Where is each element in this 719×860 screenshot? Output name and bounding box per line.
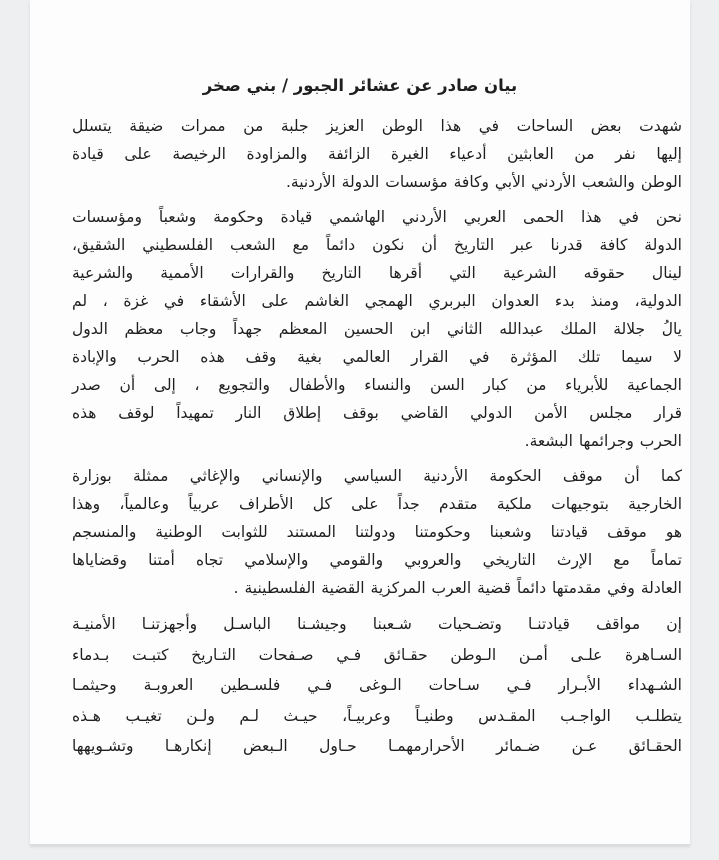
text-line: يالُ جلالة الملك عبدالله الثاني ابن الحسين المعظم جهداً وجاب معظم الدول	[72, 320, 682, 338]
text-line: الخارجية بتوجيهات ملكية متقدم جداً على كل الأطراف عربياً وعالمياً، وهذا	[72, 495, 682, 513]
text-line: شهدت بعض الساحات في هذا الوطن العزيز جلبة من ممرات ضيقة يتسلل	[72, 117, 682, 135]
text-line: الحقـائق عـن ضـمائر الأحرارمهمـا حـاول الـبعض إنكارهـا وتشـويهها	[72, 737, 682, 755]
document-body	[72, 112, 682, 762]
text-line: لا سيما تلك المؤثرة في القرار العالمي بغية وقف هذه الحرب والإبادة	[72, 348, 682, 366]
text-line: يتطلـب الواجـب المقـدس وطنيـاً وعربيـاً، حيـث لـم ولـن تغيـب هـذه	[72, 706, 682, 725]
text-line: السـاهرة علـى أمـن الـوطن حقـائق فـي صـفحات التـاريخ كتبـت بـدماء	[72, 645, 682, 664]
document-title: بيان صادر عن عشائر الجبور / بني صخر	[202, 76, 518, 95]
text-line: الشـهداء الأبـرار فـي سـاحات الـوغى فـي فلسـطين العروبـة وحيثمـا	[72, 676, 682, 694]
text-line: لينال حقوقه الشرعية التي أقرها التاريخ والقرارات الأممية والشرعية	[72, 264, 682, 282]
text-line: تماماً مع الإرث التاريخي والعروبي والقومي والإسلامي تجاه أمتنا وقضاياها	[72, 551, 682, 569]
text-line: العادلة وفي مقدمتها دائماً قضية العرب المركزية القضية الفلسطينية .	[233, 579, 682, 597]
paragraph	[72, 462, 682, 602]
text-line: كما أن موقف الحكومة الأردنية السياسي والإنساني والإغاثي ممثلة بوزارة	[72, 467, 682, 485]
paragraph	[72, 112, 682, 196]
text-line: نحن في هذا الحمى العربي الأردني الهاشمي قيادة وحكومة وشعباً ومؤسسات	[72, 208, 682, 226]
paragraph	[72, 203, 682, 455]
text-line: قرار مجلس الأمن الدولي القاضي بوقف إطلاق النار تمهيداً لوقف هذه	[72, 404, 682, 422]
text-line: الدولية، ومنذ بدء العدوان البربري الهمجي الغاشم على الأشقاء في غزة ، لم	[72, 292, 682, 310]
text-line: الحرب وجرائمها البشعة.	[524, 432, 682, 450]
text-line: إن مواقف قيادتنـا وتضـحيات شـعبنا وجيشـنا الباسـل وأجهزتنـا الأمنيـة	[72, 615, 682, 633]
text-line: هو موقف قيادتنا وشعبنا وحكومتنا ودولتنا المستند للثوابت الوطنية والمنسجم	[72, 523, 682, 541]
text-line: الوطن والشعب الأردني الأبي وكافة مؤسسات الدولة الأردنية.	[285, 173, 682, 191]
text-line: إليها نفر من العابثين أدعياء الغيرة الزائفة والمزاودة الرخيصة على قيادة	[72, 145, 682, 163]
paragraph	[72, 609, 682, 762]
text-line: الجماعية للأبرياء من كبار السن والنساء والأطفال والتجويع ، إلى أن صدر	[72, 376, 682, 394]
text-line: الدولة كافة قدرنا عبر التاريخ أن نكون دائماً مع الشعب الفلسطيني الشقيق،	[72, 236, 682, 254]
document-page	[30, 0, 690, 845]
